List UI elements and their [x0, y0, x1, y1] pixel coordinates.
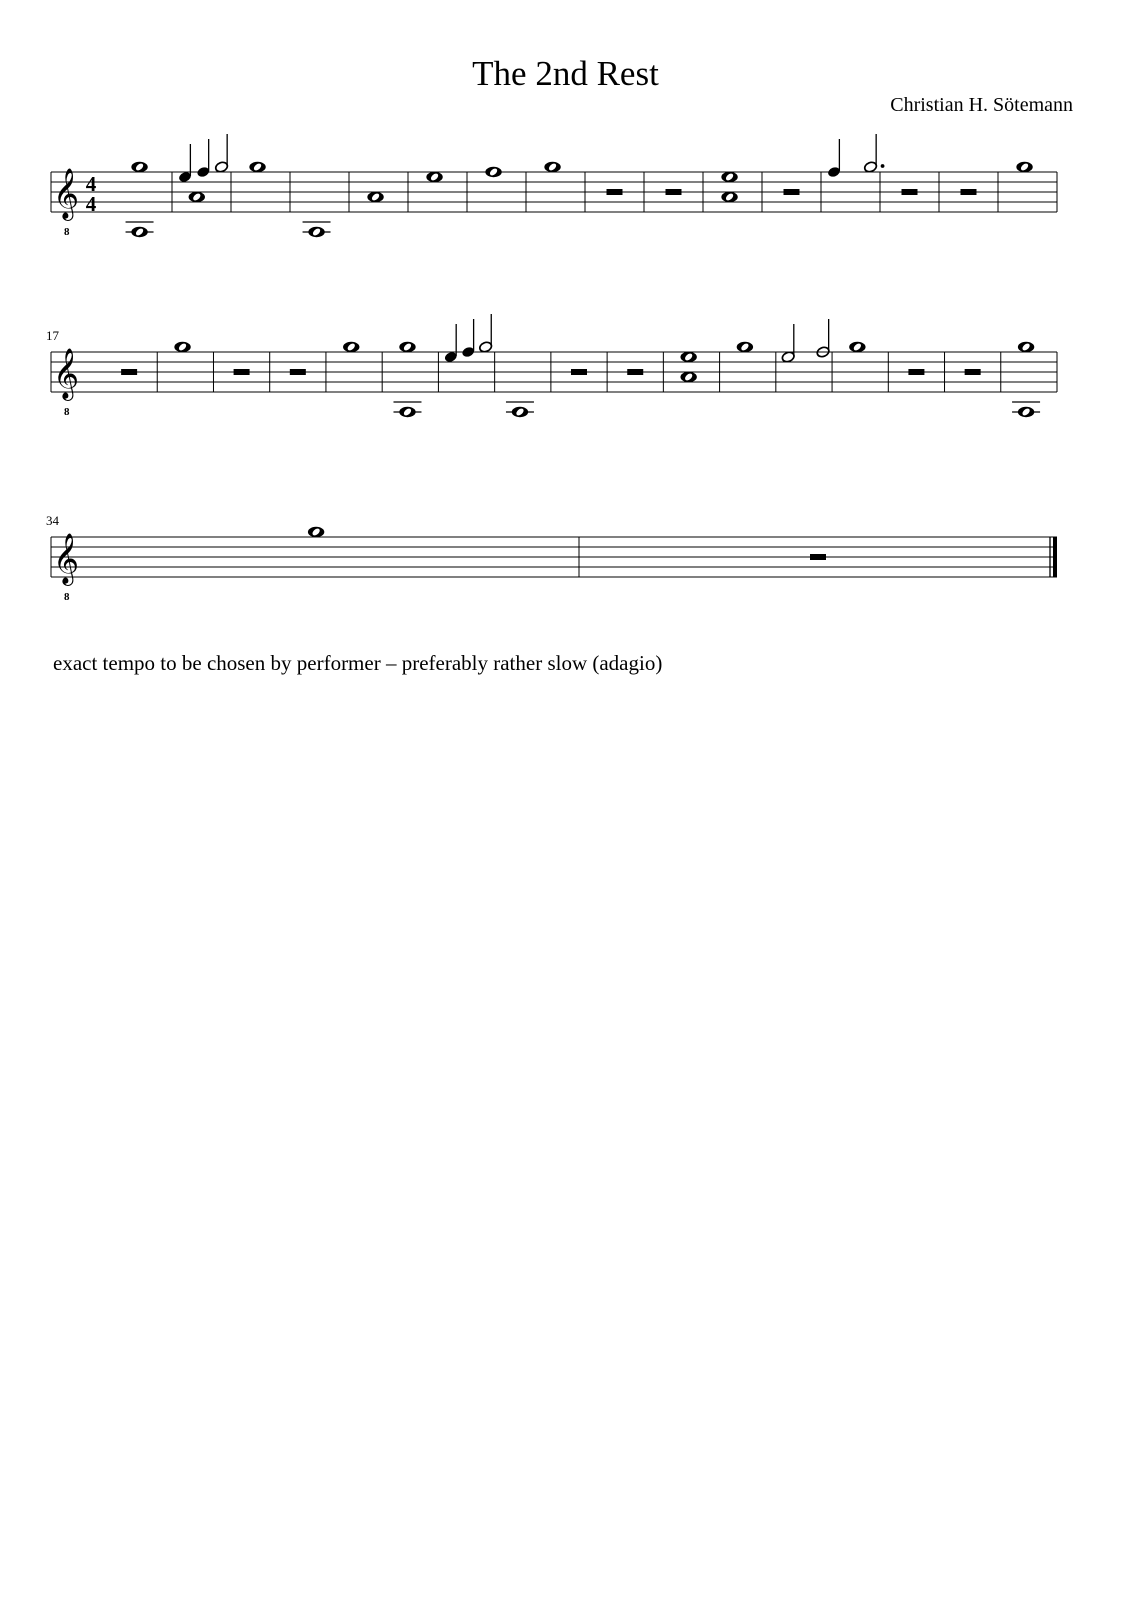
- measure-34: [308, 527, 579, 577]
- measure-7: [485, 167, 526, 212]
- measure-13: [827, 134, 885, 212]
- measure-rest: [627, 369, 643, 375]
- measure-18: [174, 342, 213, 392]
- piece-title: The 2nd Rest: [472, 54, 659, 93]
- measure-rest: [784, 189, 800, 195]
- measure-rest: [290, 369, 306, 375]
- treble-clef-icon: 𝄞: [53, 169, 80, 218]
- treble-clef-icon: 𝄞: [53, 349, 80, 398]
- measure-21: [343, 342, 382, 392]
- measure-29: [781, 319, 832, 392]
- composer-name: Christian H. Sötemann: [890, 94, 1073, 116]
- measure-number: 34: [46, 513, 59, 528]
- measure-23: [444, 314, 495, 392]
- measure-rest: [666, 189, 682, 195]
- measure-rest: [571, 369, 587, 375]
- measure-rest: [121, 369, 137, 375]
- measure-rest: [902, 189, 918, 195]
- measure-rest: [965, 369, 981, 375]
- measure-28: [737, 342, 776, 392]
- measure-22: [393, 342, 438, 417]
- measure-rest: [234, 369, 250, 375]
- octave-8vb-mark: 8: [64, 226, 70, 238]
- measure-3: [249, 162, 290, 212]
- measure-16: [1016, 162, 1057, 212]
- measure-rest: [810, 554, 826, 560]
- measure-rest: [607, 189, 623, 195]
- measure-2: [178, 134, 231, 212]
- measure-30: [849, 342, 888, 392]
- tempo-instruction: exact tempo to be chosen by performer – preferably rather slow (adagio): [53, 651, 663, 675]
- octave-8vb-mark: 8: [64, 591, 70, 603]
- staff-system-1: [51, 134, 1057, 238]
- time-signature-denominator: 4: [85, 192, 97, 216]
- time-signature-numerator: 4: [85, 172, 97, 196]
- staff-system-3: [46, 513, 1057, 603]
- augmentation-dot: [881, 164, 885, 168]
- octave-8vb-mark: 8: [64, 406, 70, 418]
- measure-8: [544, 162, 585, 212]
- treble-clef-icon: 𝄞: [53, 534, 80, 583]
- measure-33: [1012, 342, 1057, 417]
- measure-1: [126, 162, 172, 237]
- measure-rest: [961, 189, 977, 195]
- staff-system-2: [46, 314, 1057, 418]
- final-barline-thick: [1053, 537, 1057, 577]
- measure-number: 17: [46, 328, 59, 343]
- measure-rest: [908, 369, 924, 375]
